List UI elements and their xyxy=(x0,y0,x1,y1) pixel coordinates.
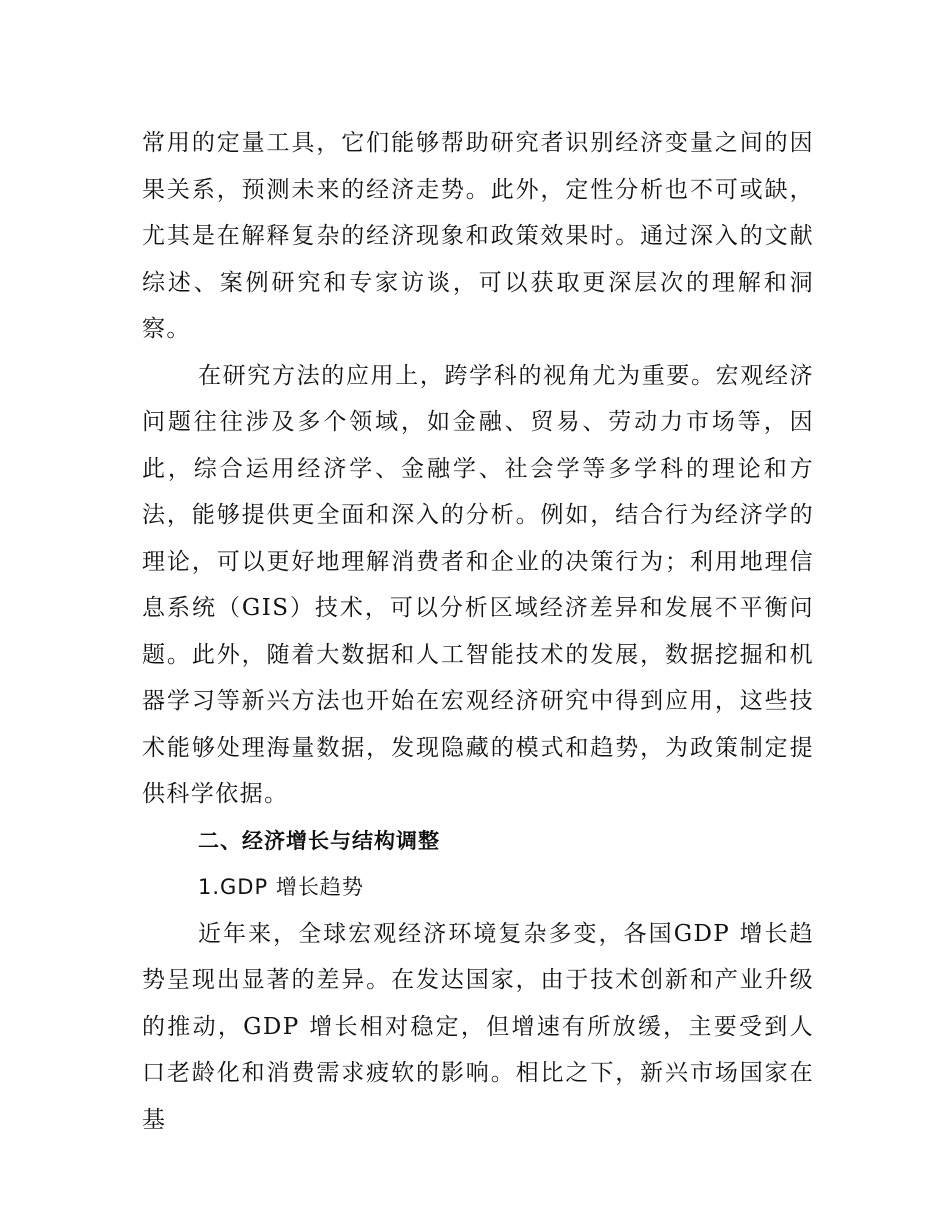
paragraph-gdp-trend: 近年来，全球宏观经济环境复杂多变，各国GDP 增长趋势呈现出显著的差异。在发达国家，由于技术创新和产业升级的推动，GDP 增长相对稳定，但增速有所放缓，主要受到人口老龄化和消费需求疲软的影响。相比之下，新兴市场国家在基 xyxy=(142,920,814,1133)
paragraph-continuation: 常用的定量工具，它们能够帮助研究者识别经济变量之间的因果关系，预测未来的经济走势。此外，定性分析也不可或缺，尤其是在解释复杂的经济现象和政策效果时。通过深入的文献综述、案例研究和专家访谈，可以获取更深层次的理解和洞察。 xyxy=(142,130,814,342)
paragraph-research-methods: 在研究方法的应用上，跨学科的视角尤为重要。宏观经济问题往往涉及多个领域，如金融、贸易、劳动力市场等，因此，综合运用经济学、金融学、社会学等多学科的理论和方法，能够提供更全面和深入的分析。例如，结合行为经济学的理论，可以更好地理解消费者和企业的决策行为；利用地理信息系统（GIS）技术，可以分析区域经济差异和发展不平衡问题。此外，随着大数据和人工智能技术的发展，数据挖掘和机器学习等新兴方法也开始在宏观经济研究中得到应用，这些技术能够处理海量数据，发现隐藏的模式和趋势，为政策制定提供科学依据。 xyxy=(142,362,814,807)
section-heading: 二、经济增长与结构调整 xyxy=(198,828,440,853)
document-body xyxy=(142,120,814,1143)
subsection-heading: 1.GDP 增长趋势 xyxy=(198,875,364,899)
